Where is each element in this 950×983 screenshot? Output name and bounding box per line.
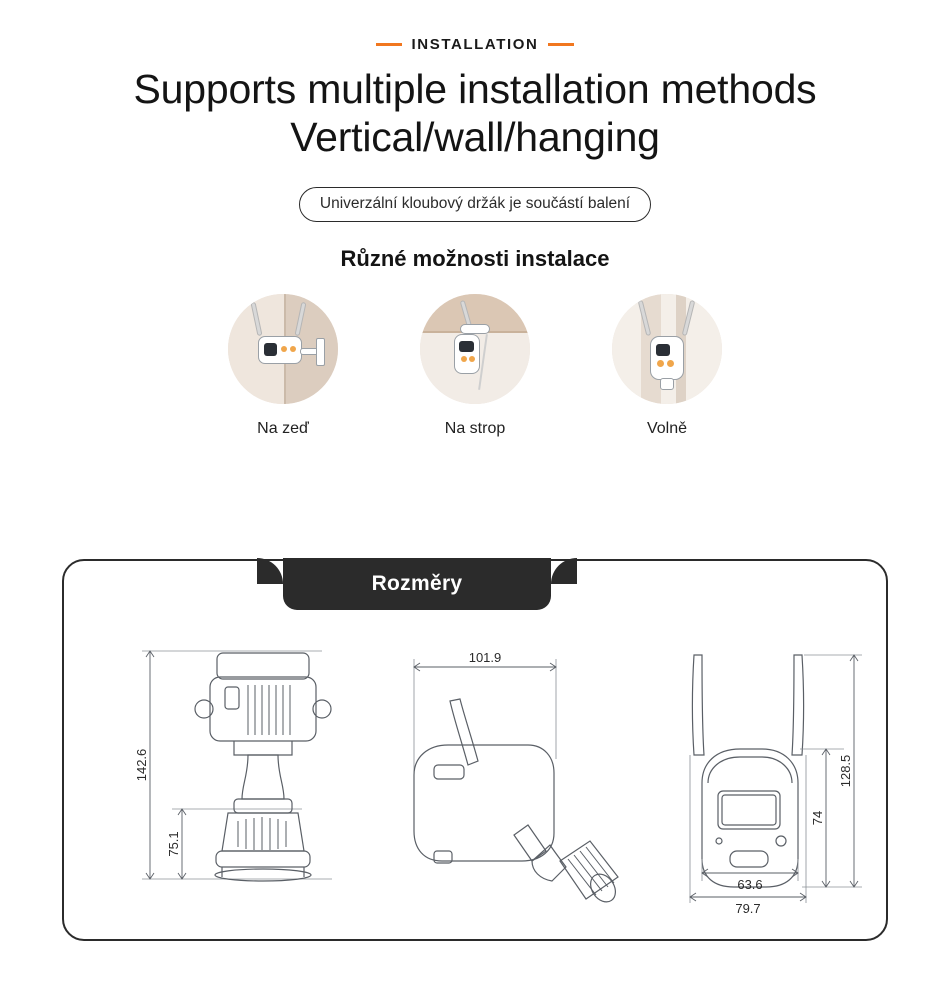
camera-wall-mount-icon bbox=[228, 294, 338, 404]
camera-ceiling-mount-icon bbox=[420, 294, 530, 404]
measure-top-74: 74 bbox=[810, 810, 825, 826]
option-free bbox=[607, 294, 727, 438]
page-title-line1: Supports multiple installation methods bbox=[133, 66, 817, 112]
option-wall bbox=[223, 294, 343, 438]
measure-front-142: 142.6 bbox=[134, 748, 149, 782]
measure-top-63: 63.6 bbox=[737, 877, 763, 892]
measure-side-101: 101.9 bbox=[468, 650, 502, 665]
option-ceiling bbox=[415, 294, 535, 438]
dash-right-icon bbox=[548, 43, 574, 46]
eyebrow bbox=[0, 36, 950, 53]
page-title bbox=[0, 67, 950, 161]
section-title: Různé možnosti instalace bbox=[340, 245, 610, 271]
page-title-line2: Vertical/wall/hanging bbox=[290, 113, 660, 160]
eyebrow-label: INSTALLATION bbox=[411, 36, 539, 53]
installation-page bbox=[0, 36, 950, 983]
measure-front-75: 75.1 bbox=[166, 831, 181, 857]
camera-freestanding-icon bbox=[612, 294, 722, 404]
option-ceiling-label: Na strop bbox=[444, 419, 506, 437]
measure-top-79: 79.7 bbox=[735, 901, 761, 916]
package-note-pill: Univerzální kloubový držák je součástí balení bbox=[299, 187, 651, 222]
option-free-label: Volně bbox=[646, 419, 688, 437]
installation-options bbox=[0, 294, 950, 438]
dimension-drawings bbox=[62, 559, 888, 941]
measure-top-128: 128.5 bbox=[838, 754, 853, 788]
dash-left-icon bbox=[376, 43, 402, 46]
dimensions-tab: Rozměry bbox=[283, 558, 551, 610]
option-wall-label: Na zeď bbox=[257, 419, 309, 437]
pill-row bbox=[0, 187, 950, 222]
